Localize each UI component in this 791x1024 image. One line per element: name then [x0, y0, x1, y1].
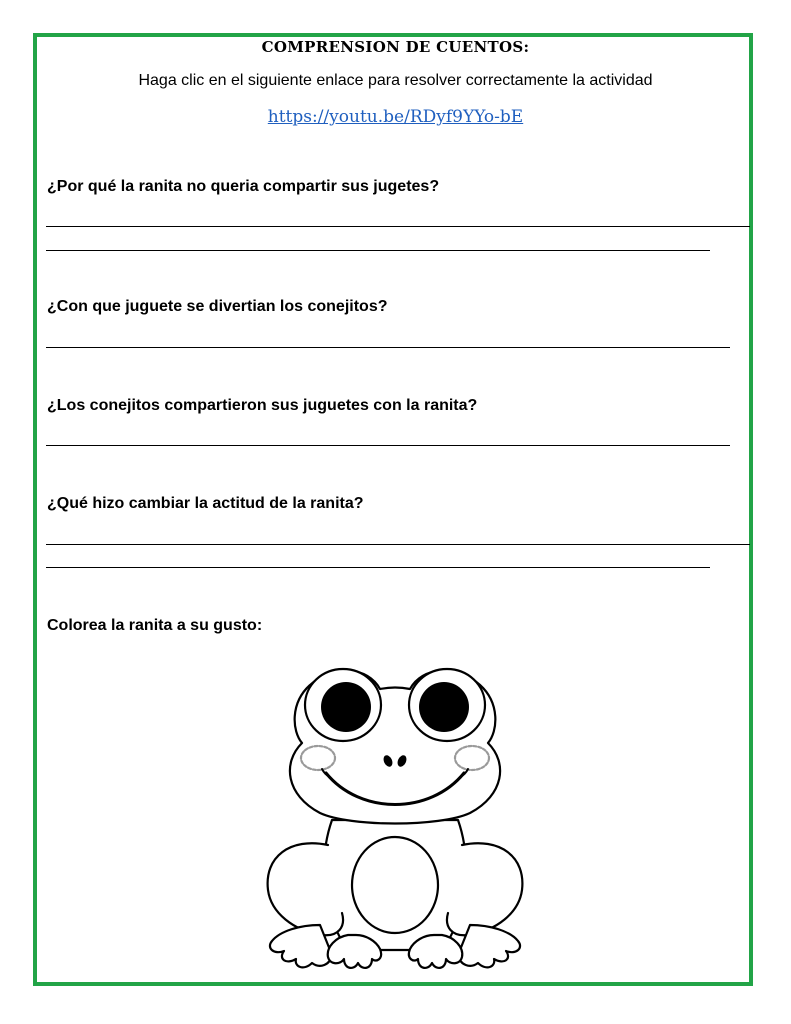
frog-left-hand [328, 935, 381, 968]
question-2: ¿Con que juguete se divertian los conejitos? [47, 298, 388, 315]
coloring-prompt: Colorea la ranita a su gusto: [47, 617, 263, 634]
answer-line-2 [46, 347, 730, 348]
frog-right-cheek [455, 746, 489, 770]
answer-line-4b [46, 567, 710, 568]
frog-right-pupil [419, 682, 469, 732]
instructions-text: Haga clic en el siguiente enlace para resolver correctamente la actividad [138, 72, 653, 89]
answer-line-3 [46, 445, 730, 446]
video-link-container [0, 107, 791, 127]
question-4: ¿Qué hizo cambiar la actitud de la ranita? [47, 495, 364, 512]
answer-line-4a [46, 544, 750, 545]
answer-line-1b [46, 250, 710, 251]
frog-left-cheek [301, 746, 335, 770]
frog-illustration [250, 645, 540, 975]
frog-belly [352, 837, 438, 933]
frog-right-hand [409, 935, 462, 968]
video-link[interactable]: https://youtu.be/RDyf9YYo-bE [267, 107, 524, 127]
answer-line-1a [46, 226, 750, 227]
frog-left-pupil [321, 682, 371, 732]
question-3: ¿Los conejitos compartieron sus juguetes con la ranita? [47, 397, 478, 414]
frog-left-foot [270, 925, 332, 967]
worksheet-title: COMPRENSION DE CUENTOS: [261, 38, 530, 56]
frog-right-foot [458, 925, 520, 967]
question-1: ¿Por qué la ranita no queria compartir sus jugetes? [47, 178, 440, 195]
